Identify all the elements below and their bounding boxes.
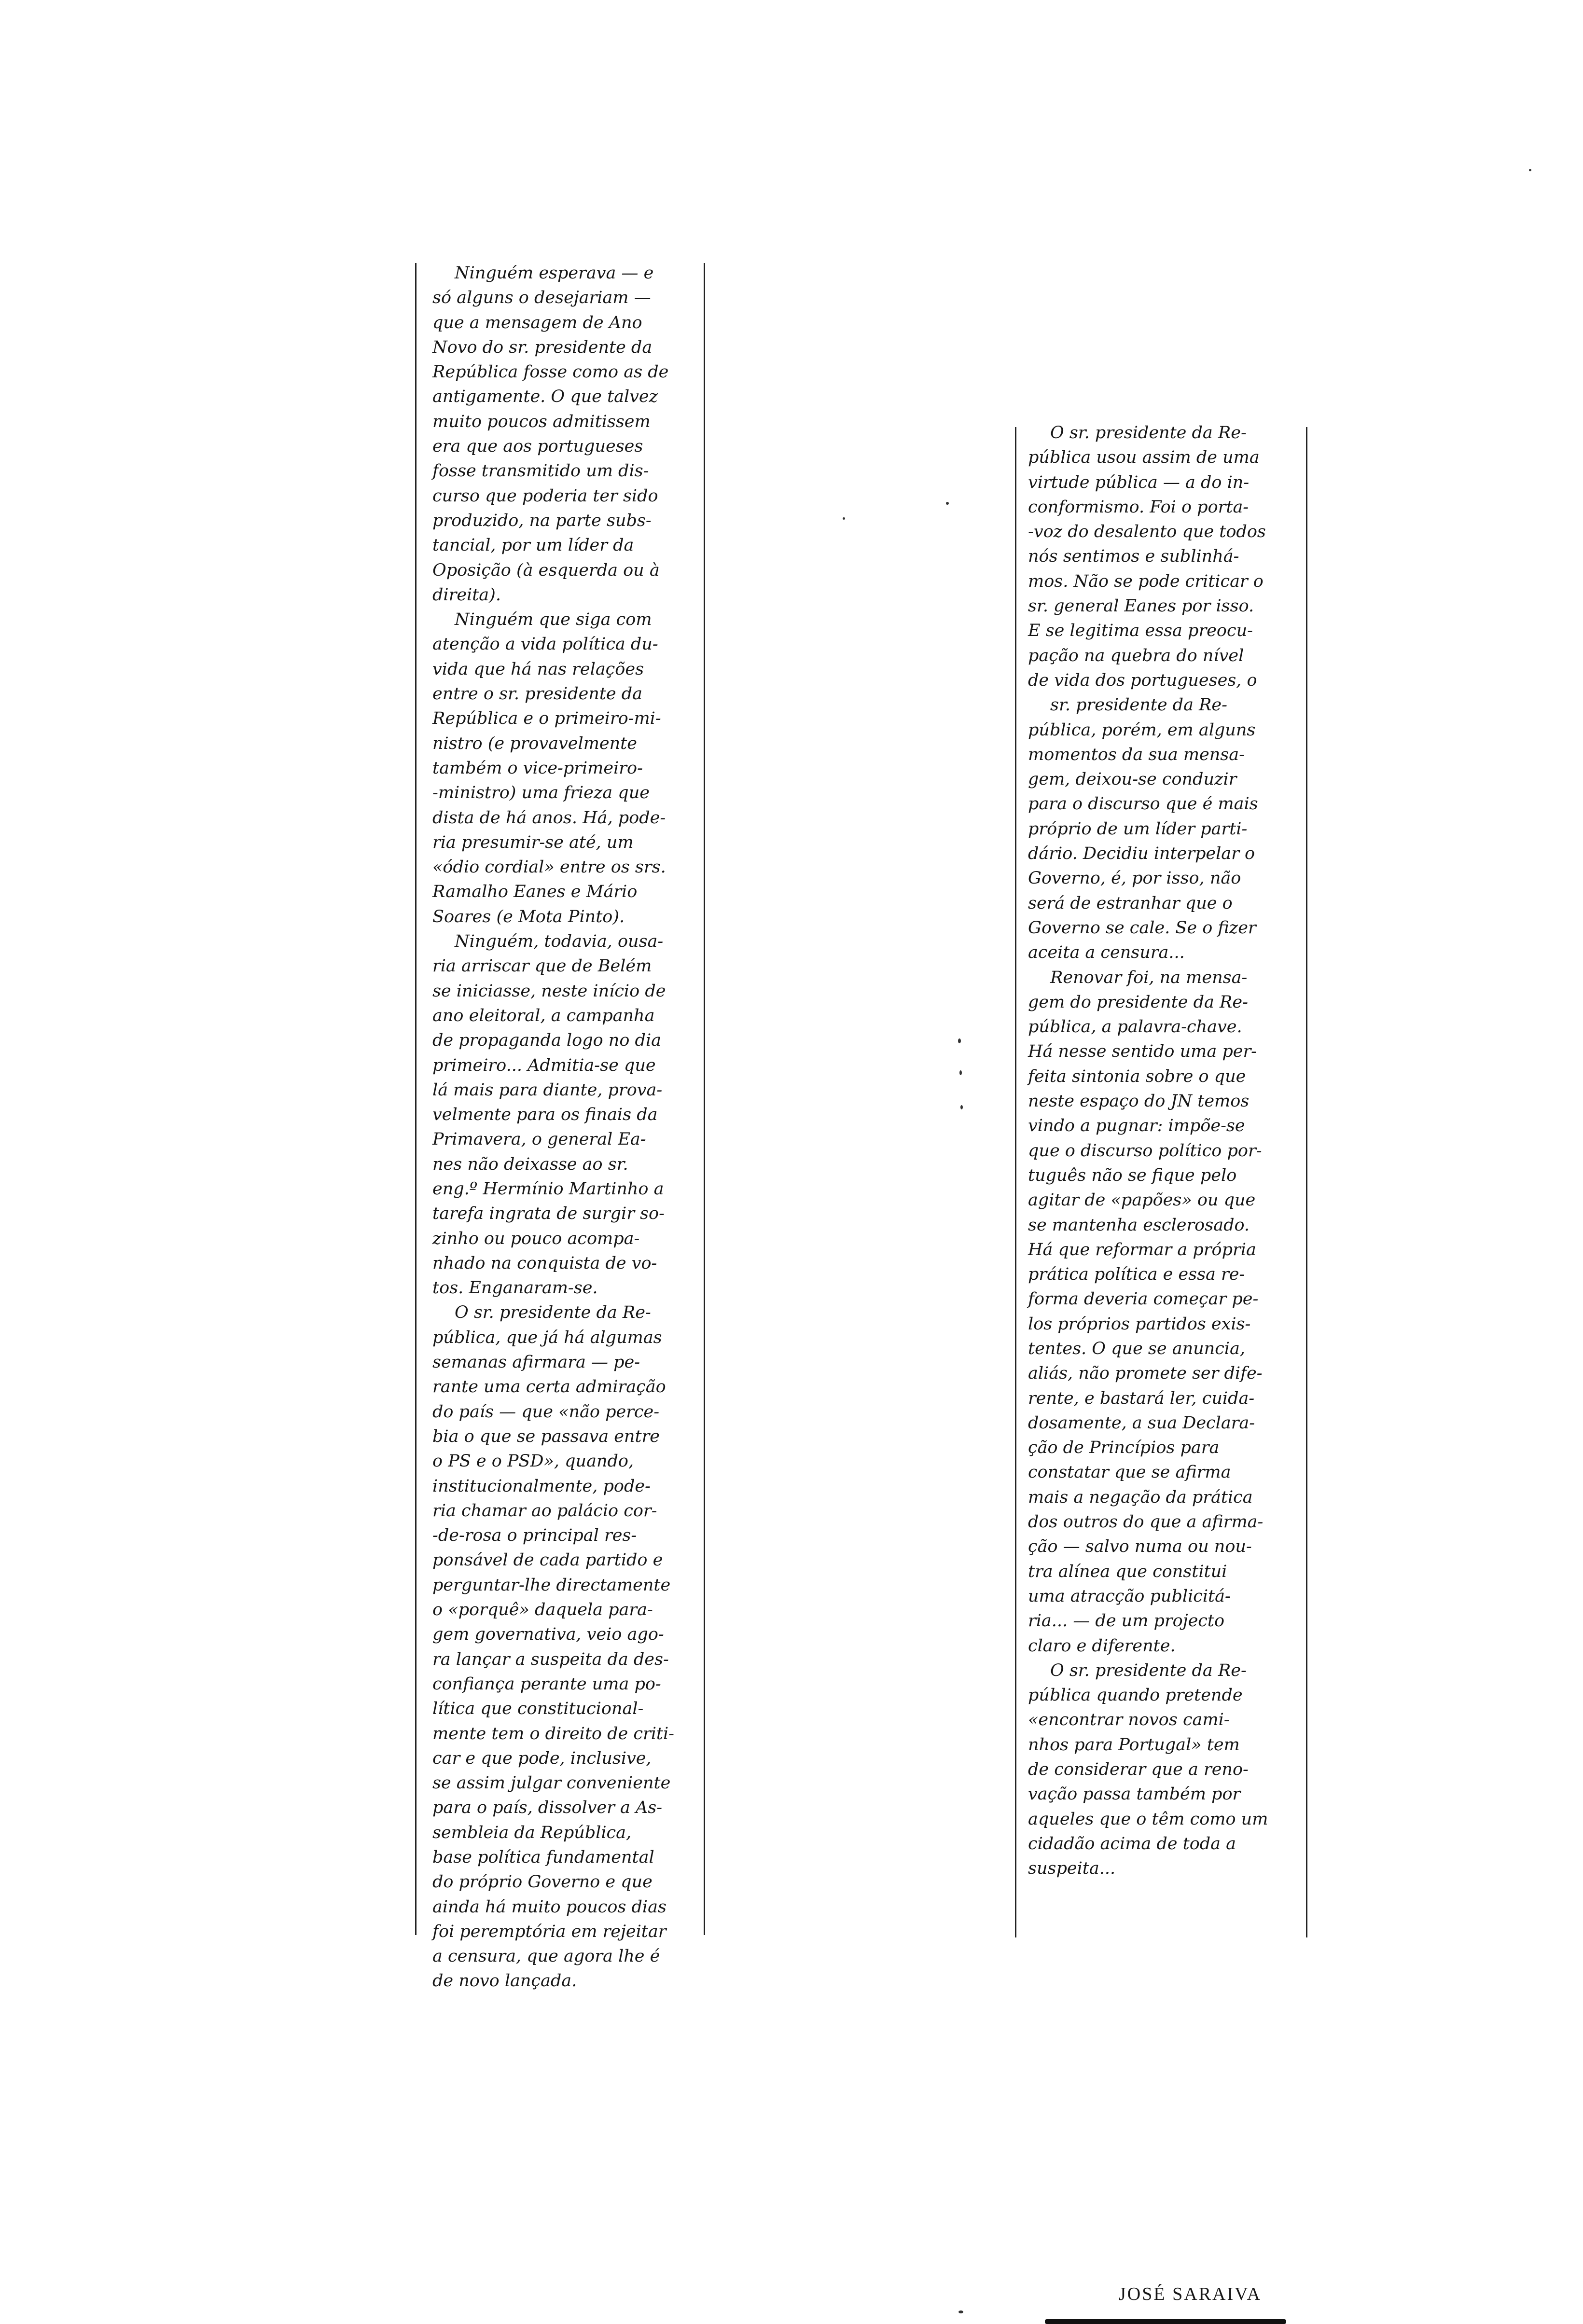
article-line: tentes. O que se anuncia, <box>1028 1339 1245 1358</box>
article-line: semanas afirmara — pe- <box>432 1353 640 1372</box>
article-line: Há que reformar a própria <box>1028 1240 1256 1259</box>
article-line: ria presumir-se até, um <box>432 832 634 852</box>
article-line: produzido, na parte subs- <box>432 511 652 530</box>
scan-speck <box>959 1070 962 1075</box>
article-line: lítica que constitucional- <box>432 1699 644 1719</box>
article-line: nhos para Portugal» tem <box>1028 1735 1240 1755</box>
author-signature: JOSÉ SARAIVA <box>1119 2284 1262 2304</box>
article-line: Há nesse sentido uma per- <box>1028 1042 1257 1062</box>
article-line: nistro (e provavelmente <box>432 733 637 753</box>
article-line: para o país, dissolver a As- <box>432 1798 663 1818</box>
article-line: los próprios partidos exis- <box>1028 1314 1251 1334</box>
article-line: tos. Enganaram-se. <box>432 1278 598 1298</box>
article-line: também o vice-primeiro- <box>432 758 643 778</box>
article-line: antigamente. O que talvez <box>432 387 658 407</box>
article-line: lá mais para diante, prova- <box>432 1080 663 1100</box>
article-line: se iniciasse, neste início de <box>432 981 666 1001</box>
article-line: sembleia da República, <box>432 1823 632 1842</box>
article-line: se assim julgar conveniente <box>432 1773 671 1793</box>
article-line: ano eleitoral, a campanha <box>432 1006 655 1025</box>
article-line: nes não deixasse ao sr. <box>432 1154 628 1174</box>
article-line: pação na quebra do nível <box>1028 646 1244 665</box>
article-line: prática política e essa re- <box>1028 1265 1245 1285</box>
article-line: O sr. presidente da Re- <box>455 1303 651 1323</box>
article-line: dista de há anos. Há, pode- <box>432 808 666 828</box>
article-line: de vida dos portugueses, o <box>1028 670 1257 690</box>
article-line: entre o sr. presidente da <box>432 684 643 704</box>
article-line: do próprio Governo e que <box>432 1872 653 1892</box>
article-line: institucionalmente, pode- <box>432 1476 651 1496</box>
article-line: ria arriscar que de Belém <box>432 956 652 976</box>
article-line: atenção a vida política du- <box>432 635 658 654</box>
article-line: tarefa ingrata de surgir so- <box>432 1204 665 1224</box>
article-line: só alguns o desejariam — <box>432 288 651 308</box>
article-line: gem, deixou-se conduzir <box>1028 770 1237 789</box>
article-line: Oposição (à esquerda ou à <box>432 560 660 580</box>
article-line: vação passa também por <box>1028 1784 1241 1804</box>
article-line: O sr. presidente da Re- <box>1050 423 1247 443</box>
article-line: que a mensagem de Ano <box>432 313 642 332</box>
article-line: curso que poderia ter sido <box>432 486 658 506</box>
article-line: uma atracção publicitá- <box>1028 1586 1231 1606</box>
article-line: Novo do sr. presidente da <box>432 337 653 357</box>
article-line: ção de Princípios para <box>1028 1438 1220 1458</box>
article-line: mais a negação da prática <box>1028 1487 1253 1507</box>
article-line: rente, e bastará ler, cuida- <box>1028 1388 1255 1408</box>
article-line: Primavera, o general Ea- <box>432 1130 646 1149</box>
article-line: mos. Não se pode criticar o <box>1028 571 1264 591</box>
article-line: para o discurso que é mais <box>1028 794 1258 814</box>
article-line: Ramalho Eanes e Mário <box>432 882 638 902</box>
article-line: ainda há muito poucos dias <box>432 1897 667 1917</box>
article-line: Ninguém esperava — e <box>455 263 654 283</box>
article-line: E se legitima essa preocu- <box>1028 621 1253 641</box>
article-line: bia o que se passava entre <box>432 1426 660 1446</box>
scan-speck <box>960 1105 963 1109</box>
article-line: «ódio cordial» entre os srs. <box>432 858 666 877</box>
article-line: -ministro) uma frieza que <box>432 783 650 803</box>
article-line: será de estranhar que o <box>1028 893 1233 913</box>
article-line: nhado na conquista de vo- <box>432 1253 657 1273</box>
article-line: claro e diferente. <box>1028 1636 1176 1656</box>
column-rule-left-inner <box>704 263 705 1935</box>
article-line: pública, porém, em alguns <box>1028 720 1256 740</box>
article-line: zinho ou pouco acompa- <box>432 1229 640 1248</box>
article-line: de propaganda logo no dia <box>432 1031 662 1051</box>
article-line: Renovar foi, na mensa- <box>1050 968 1248 987</box>
article-line: eng.º Hermínio Martinho a <box>432 1179 664 1199</box>
article-line: de considerar que a reno- <box>1028 1760 1249 1780</box>
article-line: pública usou assim de uma <box>1028 448 1260 468</box>
article-line: car e que pode, inclusive, <box>432 1748 652 1768</box>
article-line: gem governativa, veio ago- <box>432 1625 664 1645</box>
article-line: sr. general Eanes por isso. <box>1028 596 1254 616</box>
article-line: constatar que se afirma <box>1028 1463 1231 1482</box>
article-line: dário. Decidiu interpelar o <box>1028 844 1255 864</box>
article-line: momentos da sua mensa- <box>1028 745 1245 764</box>
article-line: aliás, não promete ser dife- <box>1028 1364 1263 1383</box>
article-line: Governo, é, por isso, não <box>1028 869 1241 888</box>
article-line: República e o primeiro-mi- <box>432 709 661 729</box>
article-line: dos outros do que a afirma- <box>1028 1512 1264 1532</box>
article-line: feita sintonia sobre o que <box>1028 1066 1246 1086</box>
article-line: suspeita... <box>1028 1859 1116 1879</box>
article-line: a censura, que agora lhe é <box>432 1947 660 1966</box>
article-line: primeiro... Admitia-se que <box>432 1055 656 1075</box>
scan-speck <box>958 2310 963 2313</box>
article-line: virtude pública — a do in- <box>1028 472 1250 492</box>
article-line: próprio de um líder parti- <box>1028 819 1248 839</box>
article-line: «encontrar novos cami- <box>1028 1710 1230 1730</box>
article-line: pública, que já há algumas <box>432 1328 662 1347</box>
article-line: muito poucos admitissem <box>432 412 651 431</box>
scan-speck <box>958 1038 961 1043</box>
article-line: ria... — de um projecto <box>1028 1611 1225 1631</box>
article-line: tra alínea que constitui <box>1028 1562 1227 1581</box>
article-line: pública, a palavra-chave. <box>1028 1017 1242 1037</box>
article-line: -voz do desalento que todos <box>1028 522 1266 542</box>
article-line: ponsável de cada partido e <box>432 1550 663 1570</box>
article-line: confiança perante uma po- <box>432 1674 661 1694</box>
article-line: o PS e o PSD», quando, <box>432 1452 634 1471</box>
article-line: vida que há nas relações <box>432 659 644 679</box>
column-rule-right <box>1306 427 1307 1937</box>
article-line: que o discurso político por- <box>1028 1141 1262 1161</box>
scan-speck <box>843 517 845 520</box>
article-line: aqueles que o têm como um <box>1028 1809 1268 1829</box>
article-line: pública quando pretende <box>1028 1686 1243 1705</box>
article-line: O sr. presidente da Re- <box>1050 1660 1247 1680</box>
article-line: forma deveria começar pe- <box>1028 1289 1259 1309</box>
column-rule-left <box>415 263 417 1935</box>
article-line: ra lançar a suspeita da des- <box>432 1649 669 1669</box>
article-line: cidadão acima de toda a <box>1028 1834 1236 1854</box>
article-line: Ninguém, todavia, ousa- <box>455 932 664 952</box>
article-line: gem do presidente da Re- <box>1028 992 1248 1012</box>
article-line: neste espaço do JN temos <box>1028 1092 1250 1111</box>
article-line: Governo se cale. Se o fizer <box>1028 918 1256 938</box>
article-line: o «porquê» daquela para- <box>432 1600 653 1620</box>
scan-speck <box>1529 169 1531 171</box>
signature-underline <box>1045 2319 1286 2324</box>
article-line: sr. presidente da Re- <box>1050 695 1227 715</box>
article-line: perguntar-lhe directamente <box>432 1575 671 1595</box>
article-line: Ninguém que siga com <box>455 610 652 630</box>
article-line: rante uma certa admiração <box>432 1377 666 1397</box>
article-line: -de-rosa o principal res- <box>432 1526 637 1546</box>
article-line: velmente para os finais da <box>432 1105 658 1125</box>
article-line: fosse transmitido um dis- <box>432 461 649 481</box>
article-line: se mantenha esclerosado. <box>1028 1215 1250 1235</box>
article-line: dosamente, a sua Declara- <box>1028 1413 1255 1433</box>
article-line: vindo a pugnar: impõe-se <box>1028 1116 1245 1136</box>
article-line: Soares (e Mota Pinto). <box>432 907 625 927</box>
scan-speck <box>946 502 949 505</box>
article-line: mente tem o direito de criti- <box>432 1724 674 1743</box>
article-column-left <box>432 261 701 1994</box>
article-line: agitar de «papões» ou que <box>1028 1190 1256 1210</box>
article-line: conformismo. Foi o porta- <box>1028 497 1249 517</box>
article-line: ria chamar ao palácio cor- <box>432 1501 657 1521</box>
article-line: aceita a censura... <box>1028 943 1185 963</box>
article-line: ção — salvo numa ou nou- <box>1028 1537 1252 1557</box>
article-line: do país — que «não perce- <box>432 1402 660 1422</box>
article-column-right <box>1028 421 1302 1881</box>
article-line: base política fundamental <box>432 1848 654 1867</box>
article-line: de novo lançada. <box>432 1971 577 1991</box>
article-line: tancial, por um líder da <box>432 536 634 555</box>
article-line: era que aos portugueses <box>432 437 643 456</box>
column-rule-right-inner <box>1015 427 1016 1937</box>
article-line: nós sentimos e sublinhá- <box>1028 547 1239 567</box>
article-line: direita). <box>432 585 501 605</box>
article-line: tuguês não se fique pelo <box>1028 1165 1237 1185</box>
article-line: República fosse como as de <box>432 362 669 382</box>
article-line: foi peremptória em rejeitar <box>432 1922 667 1941</box>
